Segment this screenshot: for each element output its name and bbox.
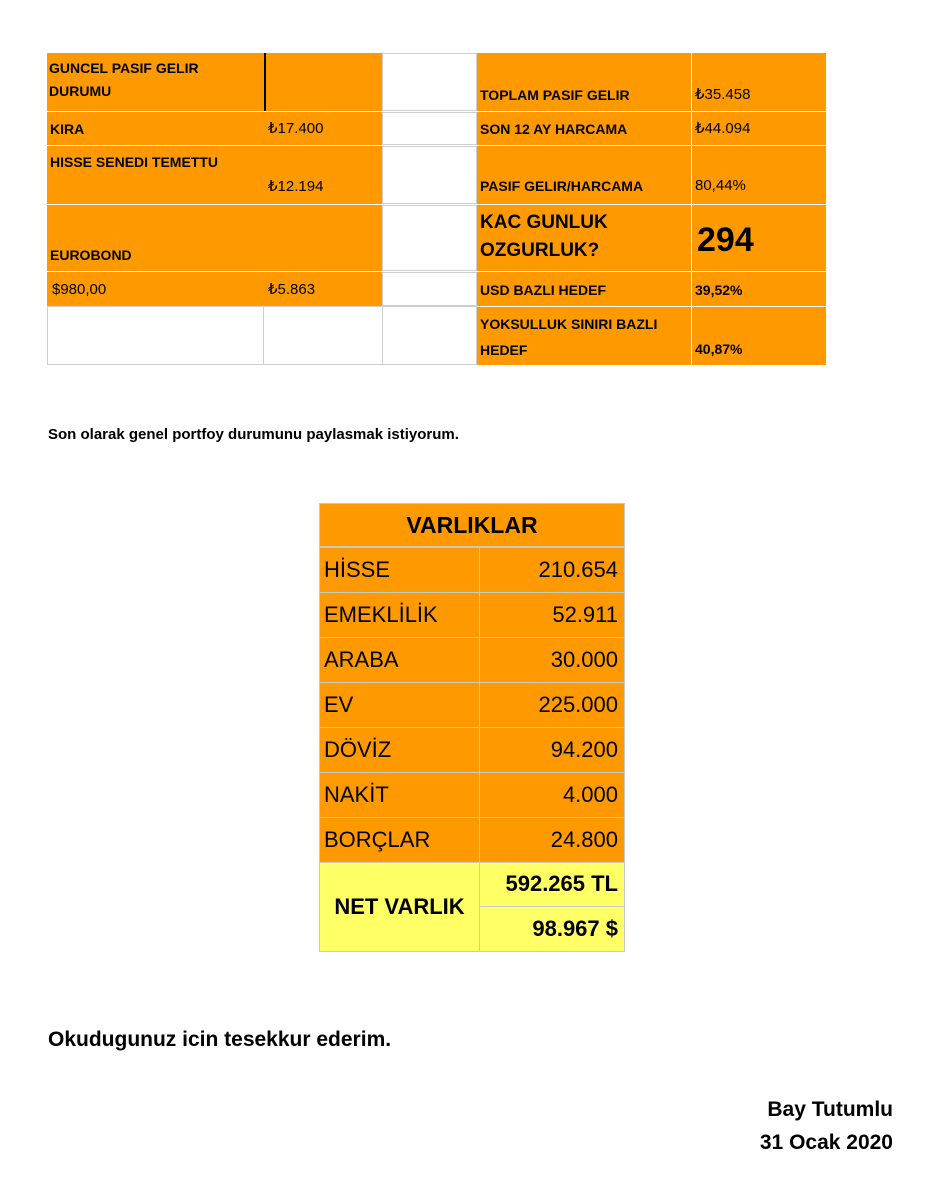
assets-title-cell: [319, 503, 625, 547]
label-pasif-gelir-harcama: PASIF GELIR/HARCAMA: [480, 178, 644, 194]
asset-label-cell: [319, 817, 480, 863]
label-toplam-pasif-gelir: TOPLAM PASIF GELIR: [480, 87, 630, 103]
cell-kira-value: [264, 112, 382, 145]
asset-label-cell: [319, 592, 480, 638]
value-hisse-senedi: ₺12.194: [268, 178, 324, 195]
cell-empty: [264, 53, 382, 111]
label-son-12-ay-harcama: SON 12 AY HARCAMA: [480, 121, 628, 137]
value-toplam-pasif-gelir: ₺35.458: [695, 86, 751, 103]
value-kac-gunluk-ozgurluk: 294: [697, 221, 754, 259]
cell-empty: [382, 53, 477, 111]
net-varlik-tl: 592.265 TL: [505, 871, 618, 896]
asset-label: ARABA: [324, 647, 399, 672]
asset-value-cell: [479, 772, 625, 818]
cell-empty: [382, 146, 477, 204]
value-pasif-gelir-harcama: 80,44%: [695, 177, 746, 194]
asset-value-cell: [479, 727, 625, 773]
intro-text: Son olarak genel portfoy durumunu paylasmak istiyorum.: [48, 426, 459, 443]
asset-value-cell: [479, 592, 625, 638]
label-kac-gunluk-ozgurluk: KAC GUNLUK OZGURLUK?: [480, 212, 608, 261]
cell-eurobond-usd: [47, 272, 264, 306]
asset-value-cell: [479, 817, 625, 863]
net-varlik-tl-cell: [479, 862, 625, 907]
label-yoksulluk-siniri-bazli-hedef: YOKSULLUK SINIRI BAZLI HEDEF: [480, 316, 658, 358]
label-usd-bazli-hedef: USD BAZLI HEDEF: [480, 282, 606, 298]
asset-label: DÖVİZ: [324, 737, 392, 762]
label-hisse-senedi-temettu: HISSE SENEDI TEMETTU: [50, 154, 219, 170]
cell-empty: [264, 205, 382, 271]
thanks-text: Okudugunuz icin tesekkur ederim.: [48, 1028, 392, 1051]
label-guncel-pasif-gelir: GUNCEL PASIF GELIR DURUMU: [49, 60, 199, 99]
asset-label-cell: [319, 772, 480, 818]
cell-usd-bazli-hedef: [477, 272, 691, 306]
cell-hisse-senedi: [47, 146, 264, 204]
asset-label: BORÇLAR: [324, 827, 431, 852]
asset-value-cell: [479, 547, 625, 593]
label-eurobond: EUROBOND: [50, 247, 132, 263]
value-son-12-ay-harcama: ₺44.094: [695, 120, 751, 137]
asset-value: 94.200: [550, 737, 618, 762]
assets-title: VARLIKLAR: [406, 512, 538, 538]
asset-value: 4.000: [562, 782, 618, 807]
cell-kira: [47, 112, 264, 145]
asset-label-cell: [319, 547, 480, 593]
asset-label-cell: [319, 682, 480, 728]
cell-eurobond: [47, 205, 264, 271]
cell-toplam-pasif-gelir: [477, 53, 691, 111]
asset-value: 52.911: [552, 602, 618, 627]
cell-son-12-ay-value: [692, 112, 826, 145]
cell-empty: [382, 112, 477, 145]
cell-yoksulluk-siniri-value: [692, 307, 826, 365]
cell-kac-gunluk: [477, 205, 691, 271]
cell-eurobond-tl: [264, 272, 382, 306]
cell-pasif-gelir-harcama: [477, 146, 691, 204]
value-eurobond-usd: $980,00: [52, 281, 107, 298]
asset-value-cell: [479, 682, 625, 728]
net-varlik-label-cell: [319, 862, 480, 952]
cell-empty: [382, 306, 477, 365]
asset-label: HİSSE: [324, 557, 391, 582]
cell-usd-bazli-hedef-value: [692, 272, 826, 306]
cell-empty: [382, 272, 477, 306]
asset-value-cell: [479, 637, 625, 683]
value-usd-bazli-hedef: 39,52%: [695, 282, 743, 298]
cell-empty: [382, 205, 477, 271]
cell-guncel-pasif-gelir: [47, 53, 264, 111]
cell-toplam-pasif-gelir-value: [692, 53, 826, 111]
signature-date: 31 Ocak 2020: [759, 1131, 893, 1154]
cell-yoksulluk-siniri: [477, 307, 691, 365]
cell-pasif-gelir-harcama-value: [692, 146, 826, 204]
asset-label-cell: [319, 637, 480, 683]
cell-hisse-value: [264, 146, 382, 204]
cell-son-12-ay: [477, 112, 691, 145]
asset-value: 225.000: [538, 692, 618, 717]
value-yoksulluk-siniri-bazli-hedef: 40,87%: [695, 341, 743, 357]
value-kira: ₺17.400: [268, 120, 324, 137]
net-varlik-usd: 98.967 $: [532, 916, 618, 941]
asset-label-cell: [319, 727, 480, 773]
value-eurobond-tl: ₺5.863: [268, 281, 316, 298]
net-varlik-label: NET VARLIK: [334, 894, 465, 919]
asset-value: 24.800: [550, 827, 618, 852]
asset-label: EMEKLİLİK: [324, 602, 438, 627]
asset-value: 30.000: [550, 647, 618, 672]
asset-value: 210.654: [538, 557, 618, 582]
asset-label: NAKİT: [324, 782, 389, 807]
signature-name: Bay Tutumlu: [767, 1098, 893, 1121]
cell-empty: [47, 306, 264, 365]
label-kira: KIRA: [50, 121, 85, 137]
cell-empty: [263, 306, 383, 365]
net-varlik-usd-cell: [479, 906, 625, 952]
cell-kac-gunluk-value: [692, 205, 826, 271]
asset-label: EV: [324, 692, 354, 717]
